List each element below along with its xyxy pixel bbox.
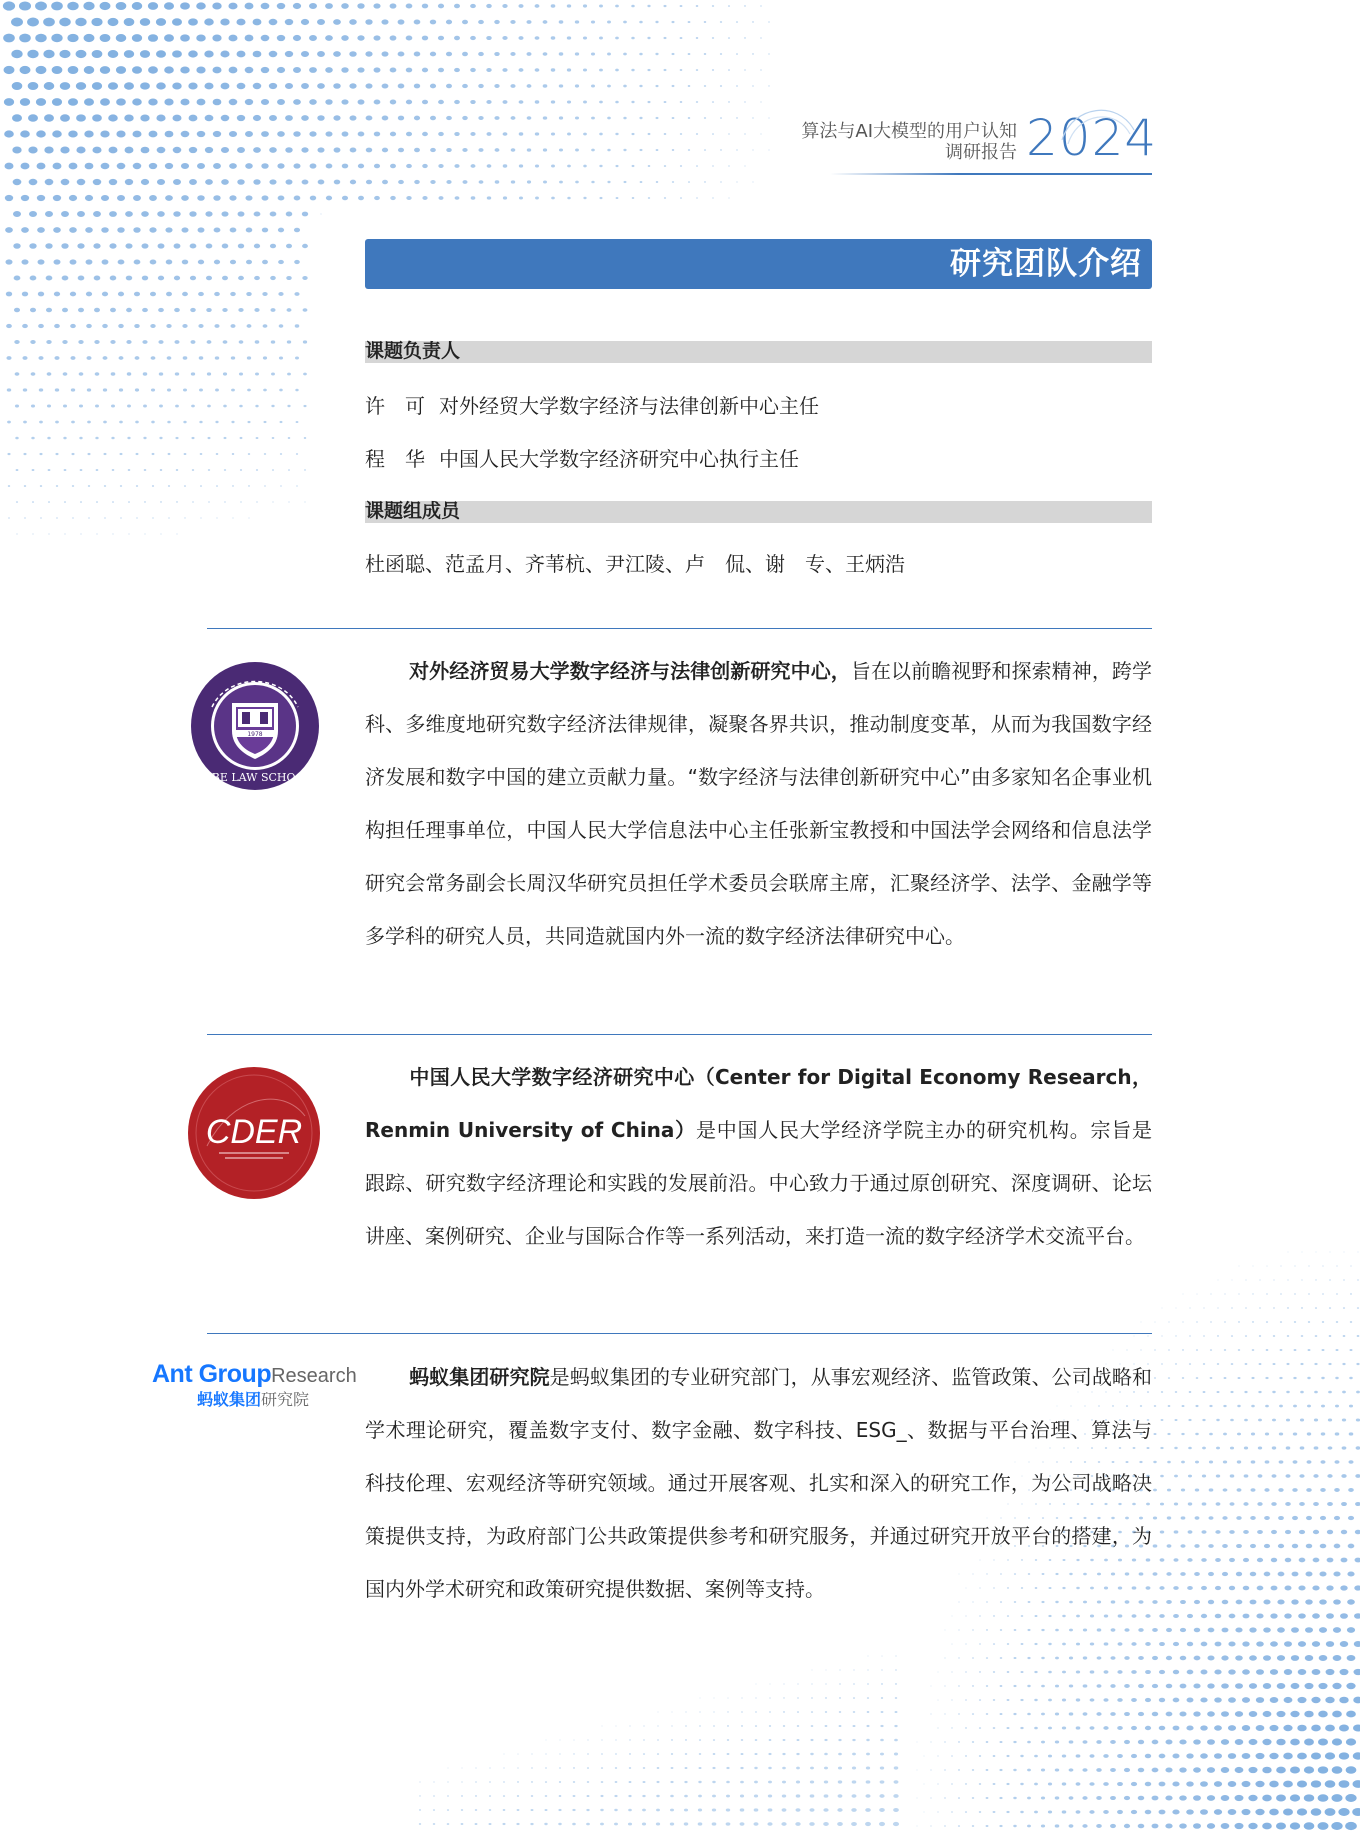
members-list: 杜函聪、范孟月、齐苇杭、尹江陵、卢 侃、谢 专、王炳浩: [365, 552, 905, 576]
section-divider: [207, 1034, 1152, 1035]
org-name: 对外经济贸易大学数字经济与法律创新研究中心，: [409, 659, 851, 683]
org-desc: 是蚂蚁集团的专业研究部门，从事宏观经济、监管政策、公司战略和学术理论研究，覆盖数字支付、数字金融、数字科技、ESG_、数据与平台治理、算法与科技伦理、宏观经济等研究领域。通过开展客观、扎实和深入的研究工作，为公司战略决策提供支持，为政府部门公共政策提供参考和研究服务，并通过研究开放平台的搭建，为国内外学术研究和政策研究提供数据、案例等支持。: [365, 1365, 1153, 1601]
leaders-heading: 课题负责人: [365, 340, 461, 362]
report-subtitle-line1: 算法与AI大模型的用户认知: [801, 121, 1017, 142]
org-name: 中国人民大学数字经济研究中心（Center for Digital Economy Research，Renmin University of China）: [365, 1065, 1152, 1142]
leaders-heading-bar: [365, 341, 1152, 363]
svg-text:CDER: CDER: [205, 1113, 303, 1151]
members-heading-bar: [365, 501, 1152, 523]
section-divider: [207, 1333, 1152, 1334]
leader-item: [365, 393, 819, 419]
members-heading: 课题组成员: [365, 500, 461, 522]
report-year: 2024: [1026, 109, 1158, 167]
org-desc: 是中国人民大学经济学院主办的研究机构。宗旨是跟踪、研究数字经济理论和实践的发展前沿。中心致力于通过原创研究、深度调研、论坛讲座、案例研究、企业与国际合作等一系列活动，来打造一流的数字经济学术交流平台。: [365, 1118, 1152, 1248]
section-title-bar: [365, 239, 1152, 289]
org-desc: 旨在以前瞻视野和探索精神，跨学科、多维度地研究数字经济法律规律，凝聚各界共识，推动制度变革，从而为我国数字经济发展和数字中国的建立贡献力量。“数字经济与法律创新研究中心”由多家知名企事业机构担任理事单位，中国人民大学信息法中心主任张新宝教授和中国法学会网络和信息法学研究会常务副会长周汉华研究员担任学术委员会联席主席，汇聚经济学、法学、金融学等多学科的研究人员，共同造就国内外一流的数字经济法律研究中心。: [365, 659, 1153, 948]
section-divider: [207, 628, 1152, 629]
report-subtitle-line2: 调研报告: [945, 142, 1017, 163]
leader-role: 对外经贸大学数字经济与法律创新中心主任: [439, 394, 819, 418]
year-swirl-ornament: [1058, 100, 1138, 160]
org-description-uibe: [365, 645, 1152, 963]
leader-name: 许 可: [365, 394, 425, 418]
uibe-law-school-logo: [188, 659, 322, 793]
leader-item: [365, 446, 799, 472]
ant-group-research-logo: [152, 1360, 362, 1416]
ant-logo-brand-cn: 蚂蚁集团: [197, 1390, 262, 1409]
leader-role: 中国人民大学数字经济研究中心执行主任: [439, 447, 799, 471]
ant-logo-institute-cn: 研究院: [261, 1390, 310, 1409]
ant-logo-brand: Ant Group: [152, 1360, 272, 1388]
page-title: 研究团队介绍: [950, 246, 1142, 282]
header-underline: [830, 173, 1152, 175]
org-description-cder: [365, 1051, 1152, 1263]
ant-logo-research: Research: [271, 1365, 357, 1387]
cder-logo: [187, 1066, 321, 1200]
report-header: [0, 0, 1360, 190]
org-description-ant: [365, 1351, 1152, 1616]
svg-text:UIBE LAW SCHOOL: UIBE LAW SCHOOL: [198, 771, 312, 784]
org-name: 蚂蚁集团研究院: [409, 1365, 550, 1389]
svg-text:1978: 1978: [247, 731, 263, 738]
leader-name: 程 华: [365, 447, 425, 471]
